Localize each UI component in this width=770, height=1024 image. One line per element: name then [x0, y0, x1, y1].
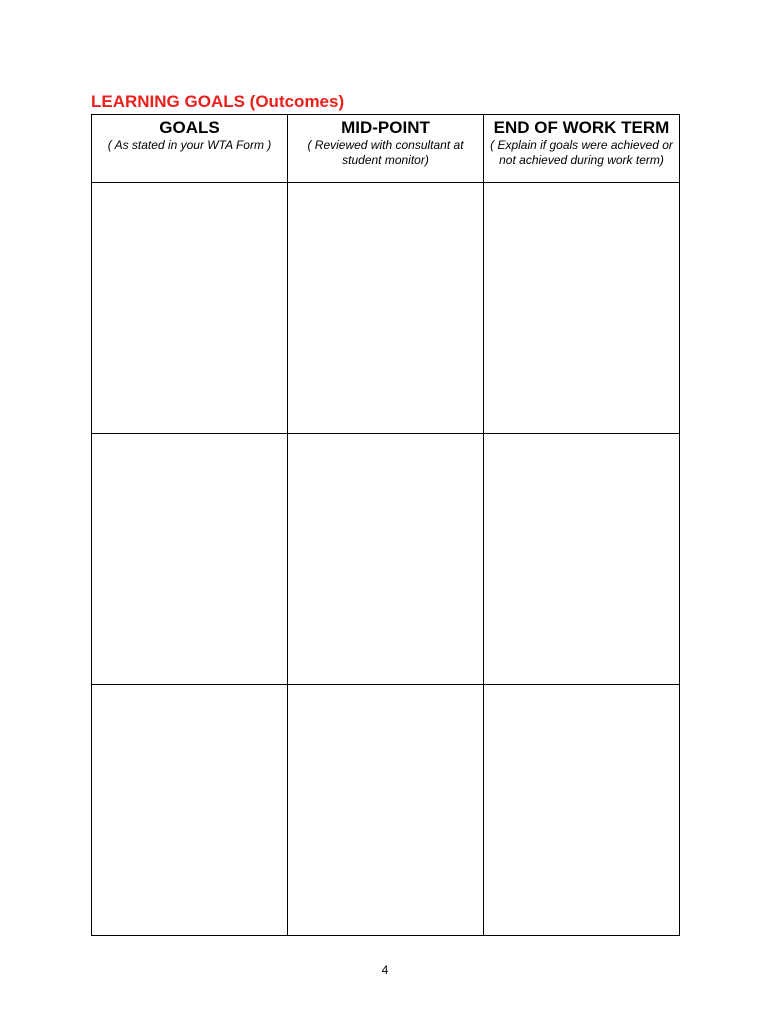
- end-of-term-entry-cell[interactable]: [484, 183, 680, 434]
- header-row: [92, 115, 680, 183]
- end-of-work-term-column-header: [484, 115, 680, 183]
- goal-entry-cell[interactable]: [92, 434, 288, 685]
- end-of-term-entry-cell[interactable]: [484, 685, 680, 936]
- section-title: LEARNING GOALS (Outcomes): [91, 92, 345, 111]
- mid-point-heading: MID-POINT: [341, 118, 430, 137]
- end-of-work-term-note: ( Explain if goals were achieved or not achieved during work term): [490, 138, 673, 167]
- learning-goals-table: [91, 114, 680, 936]
- goals-note: ( As stated in your WTA Form ): [107, 138, 272, 152]
- mid-point-note: ( Reviewed with consultant at student monitor): [307, 138, 464, 167]
- mid-point-entry-cell[interactable]: [288, 183, 484, 434]
- goal-entry-cell[interactable]: [92, 183, 288, 434]
- goal-entry-cell[interactable]: [92, 685, 288, 936]
- table-row: [92, 434, 680, 685]
- table-row: [92, 183, 680, 434]
- table-row: [92, 685, 680, 936]
- page-number: 4: [381, 963, 389, 977]
- mid-point-entry-cell[interactable]: [288, 434, 484, 685]
- mid-point-entry-cell[interactable]: [288, 685, 484, 936]
- end-of-work-term-heading: END OF WORK TERM: [493, 118, 670, 137]
- end-of-term-entry-cell[interactable]: [484, 434, 680, 685]
- goals-heading: GOALS: [159, 118, 220, 137]
- goals-column-header: [92, 115, 288, 183]
- mid-point-column-header: [288, 115, 484, 183]
